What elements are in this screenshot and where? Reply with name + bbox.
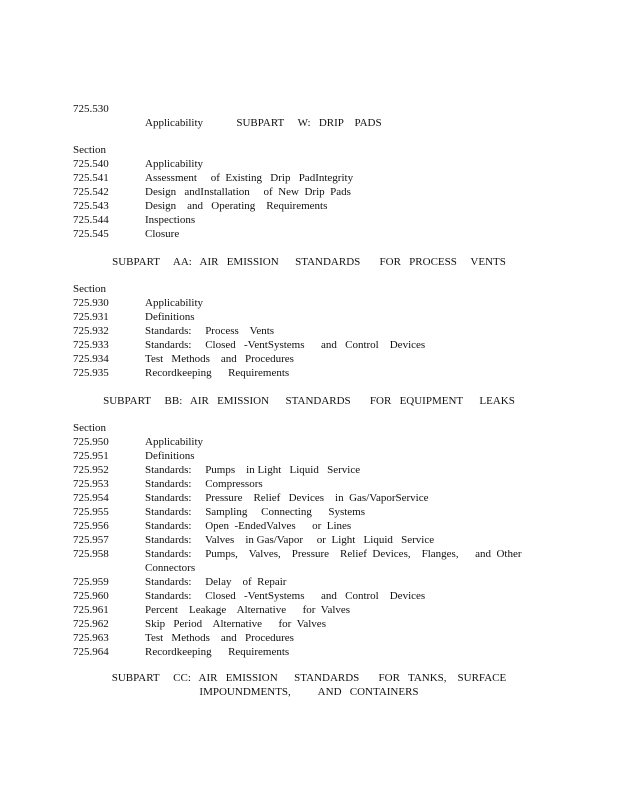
section-title: Standards: Valves in Gas/Vapor or Light Liquid Service [145, 534, 435, 546]
section-label: Section [73, 283, 106, 295]
section-title: Applicability [145, 297, 204, 309]
section-title: Applicability [145, 436, 204, 448]
section-title: Applicability [145, 158, 204, 170]
section-title: Definitions [145, 311, 195, 323]
section-number: 725.957 [73, 534, 109, 546]
subpart-cc-heading-line2: IMPOUNDMENTS, AND CONTAINERS [199, 686, 419, 698]
section-number: 725.961 [73, 604, 109, 616]
section-number: 725.931 [73, 311, 109, 323]
toc-entry [0, 88, 204, 129]
section-number: 725.953 [73, 478, 109, 490]
section-number: 725.958 [73, 548, 109, 560]
section-number: 725.935 [73, 367, 109, 379]
section-number: 725.960 [73, 590, 109, 602]
section-title: Design and Operating Requirements [145, 200, 328, 212]
section-title: Recordkeeping Requirements [145, 646, 290, 658]
section-number: 725.545 [73, 228, 109, 240]
section-title: Recordkeeping Requirements [145, 367, 290, 379]
section-number: 725.541 [73, 172, 109, 184]
section-number: 725.543 [73, 200, 109, 212]
section-title: Test Methods and Procedures [145, 632, 294, 644]
section-number: 725.964 [73, 646, 109, 658]
section-title-continuation: Connectors [145, 562, 196, 574]
section-label: Section [73, 144, 106, 156]
section-label: Section [73, 422, 106, 434]
section-number: 725.956 [73, 520, 109, 532]
subpart-aa-heading: SUBPART AA: AIR EMISSION STANDARDS FOR PROCESS VENTS [112, 256, 506, 268]
section-title: Standards: Pumps, Valves, Pressure Relief Devices, Flanges, and Other [145, 548, 522, 560]
section-title: Standards: Pumps in Light Liquid Service [145, 464, 361, 476]
section-number: 725.963 [73, 632, 109, 644]
subpart-bb-heading: SUBPART BB: AIR EMISSION STANDARDS FOR EQUIPMENT LEAKS [103, 395, 515, 407]
section-number: 725.544 [73, 214, 109, 226]
section-number: 725.955 [73, 506, 109, 518]
section-title: Standards: Pressure Relief Devices in Gas/VaporService [145, 492, 429, 504]
section-title: Standards: Open -EndedValves or Lines [145, 520, 352, 532]
section-title: Standards: Closed -VentSystems and Control Devices [145, 590, 426, 602]
section-number: 725.933 [73, 339, 109, 351]
subpart-w-heading: SUBPART W: DRIP PADS [236, 117, 382, 129]
section-title: Design andInstallation of New Drip Pads [145, 186, 351, 198]
section-title: Inspections [145, 214, 196, 226]
section-title: Standards: Compressors [145, 478, 263, 490]
section-number: 725.962 [73, 618, 109, 630]
section-number: 725.530 [73, 103, 109, 115]
section-number: 725.951 [73, 450, 109, 462]
section-title: Closure [145, 228, 180, 240]
section-number: 725.950 [73, 436, 109, 448]
section-number: 725.540 [73, 158, 109, 170]
section-title: Standards: Delay of Repair [145, 576, 287, 588]
section-title: Standards: Sampling Connecting Systems [145, 506, 365, 518]
subpart-cc-heading-line1: SUBPART CC: AIR EMISSION STANDARDS FOR TANKS, SURFACE [111, 672, 507, 684]
section-title: Standards: Process Vents [145, 325, 275, 337]
section-number: 725.930 [73, 297, 109, 309]
section-title: Standards: Closed -VentSystems and Control Devices [145, 339, 426, 351]
section-number: 725.542 [73, 186, 109, 198]
section-title: Applicability [145, 117, 204, 129]
section-number: 725.952 [73, 464, 109, 476]
section-title: Definitions [145, 450, 195, 462]
section-title: Test Methods and Procedures [145, 353, 294, 365]
section-number: 725.959 [73, 576, 109, 588]
section-title: Skip Period Alternative for Valves [145, 618, 326, 630]
section-number: 725.954 [73, 492, 109, 504]
section-number: 725.934 [73, 353, 109, 365]
section-title: Assessment of Existing Drip PadIntegrity [145, 172, 354, 184]
section-title: Percent Leakage Alternative for Valves [145, 604, 351, 616]
section-number: 725.932 [73, 325, 109, 337]
